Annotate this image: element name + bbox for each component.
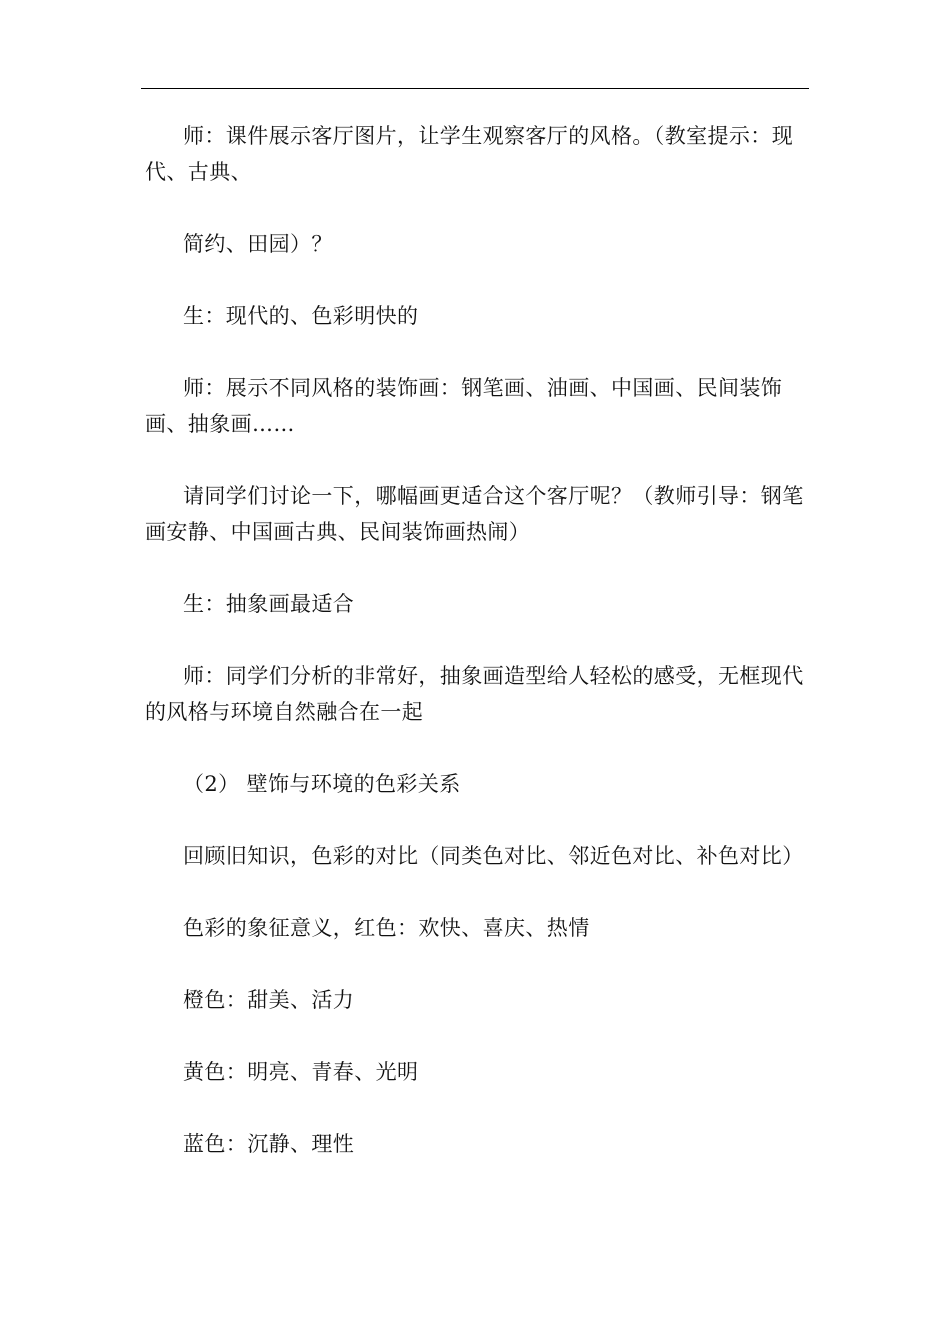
section-heading-color-relationship: （2） 壁饰与环境的色彩关系 bbox=[183, 772, 461, 796]
paragraph-color-symbolism-red: 色彩的象征意义，红色：欢快、喜庆、热情 bbox=[183, 916, 590, 940]
paragraph-teacher-summary: 师：同学们分析的非常好，抽象画造型给人轻松的感受，无框现代的风格与环境自然融合在一起 bbox=[145, 664, 804, 724]
paragraph-student-modern: 生：现代的、色彩明快的 bbox=[183, 304, 419, 328]
paragraph-teacher-show-paintings: 师：展示不同风格的装饰画：钢笔画、油画、中国画、民间装饰画、抽象画…… bbox=[145, 376, 783, 436]
paragraph-discussion-question: 请同学们讨论一下，哪幅画更适合这个客厅呢？（教师引导：钢笔画安静、中国画古典、民间装饰画热闹） bbox=[145, 484, 804, 544]
paragraph-student-abstract: 生：抽象画最适合 bbox=[183, 592, 355, 616]
paragraph-color-yellow: 黄色：明亮、青春、光明 bbox=[183, 1060, 419, 1084]
paragraph-review-color-contrast: 回顾旧知识，色彩的对比（同类色对比、邻近色对比、补色对比） bbox=[183, 844, 804, 868]
paragraph-teacher-show-living-room: 师：课件展示客厅图片，让学生观察客厅的风格。（教室提示：现代、古典、 bbox=[145, 124, 794, 184]
document-body bbox=[145, 118, 807, 1198]
paragraph-color-orange: 橙色：甜美、活力 bbox=[183, 988, 355, 1012]
paragraph-style-options: 简约、田园）？ bbox=[183, 232, 333, 256]
header-rule bbox=[141, 88, 809, 89]
paragraph-color-blue: 蓝色：沉静、理性 bbox=[183, 1132, 355, 1156]
